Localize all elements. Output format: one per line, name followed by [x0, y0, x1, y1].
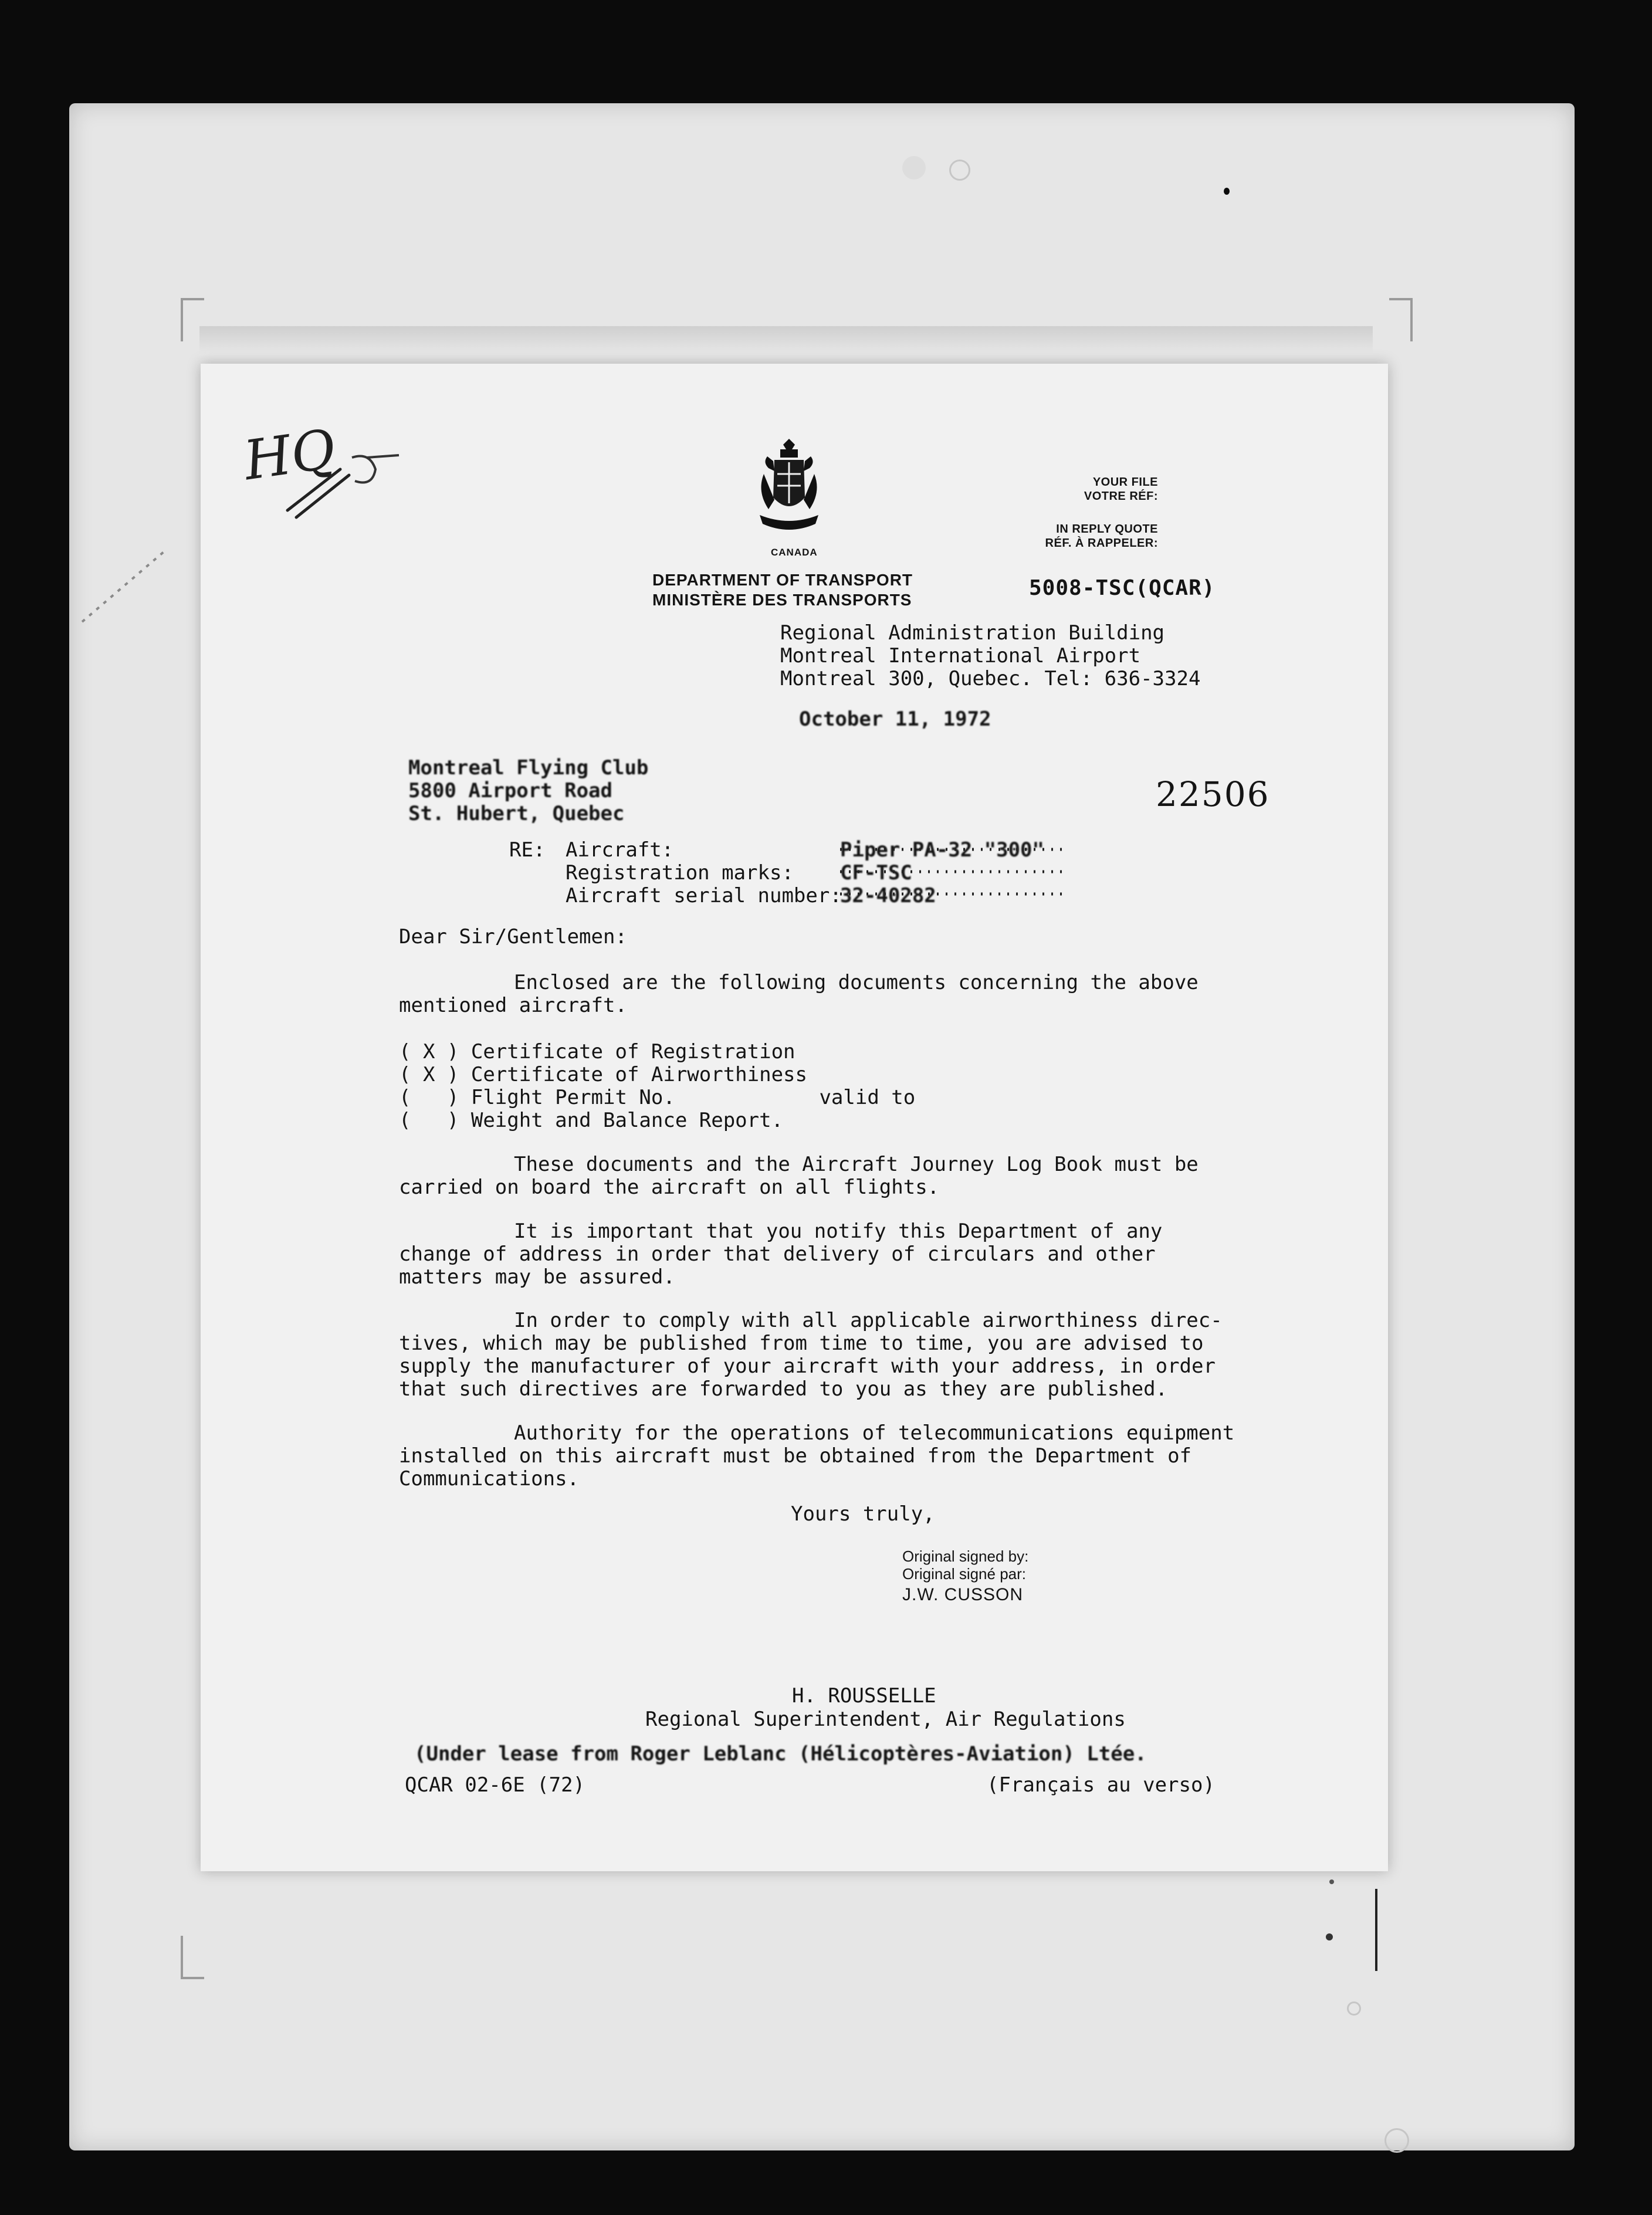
sender-address [780, 622, 1200, 690]
paragraph-line: matters may be assured. [399, 1265, 675, 1289]
registration-value: CF-TSC [840, 861, 912, 885]
document-label: Certificate of Airworthiness [470, 1063, 807, 1086]
serial-label: Aircraft serial number: [566, 884, 842, 907]
paragraph-address-change [399, 1220, 1162, 1289]
paragraph-telecommunications [399, 1422, 1234, 1491]
your-file-label [1084, 475, 1158, 503]
reply-quote-fr: RÉF. À RAPPELER: [1045, 537, 1158, 550]
document-item [399, 1109, 915, 1132]
edge-line [1375, 1889, 1377, 1971]
dotted-fill-lines [840, 842, 1075, 913]
letter-date: October 11, 1972 [799, 707, 991, 731]
reply-quote-en: IN REPLY QUOTE [1056, 523, 1158, 536]
recipient-name: Montreal Flying Club [408, 756, 649, 780]
your-file-en: YOUR FILE [1092, 476, 1158, 489]
handwritten-note: HQ [240, 417, 340, 493]
intro-paragraph [399, 971, 1199, 1017]
speck [1326, 1933, 1333, 1940]
documents-list [399, 1041, 915, 1132]
paragraph-line: installed on this aircraft must be obtained from the Department of [399, 1444, 1192, 1468]
signature-stamp-name: J.W. CUSSON [902, 1585, 1024, 1604]
department-name-fr: MINISTÈRE DES TRANSPORTS [652, 591, 912, 609]
recipient-city: St. Hubert, Quebec [408, 802, 625, 825]
department-name-en: DEPARTMENT OF TRANSPORT [652, 571, 913, 589]
re-label: RE: [509, 838, 546, 862]
paragraph-journey-log [399, 1153, 1199, 1199]
signature-stamp-line1: Original signed by: [902, 1547, 1029, 1565]
recipient-street: 5800 Airport Road [408, 779, 612, 802]
registration-label: Registration marks: [566, 861, 794, 885]
lease-note: (Under lease from Roger Leblanc (Hélicoptères-Aviation) Ltée. [414, 1742, 1147, 1766]
closing: Yours truly, [791, 1502, 935, 1526]
signatory-title: Regional Superintendent, Air Regulations [645, 1708, 1126, 1731]
paragraph-airworthiness [399, 1309, 1223, 1401]
your-file-fr: VOTRE RÉF: [1084, 490, 1158, 503]
handwritten-scribble [252, 434, 405, 528]
french-note: (Français au verso) [987, 1773, 1215, 1797]
salutation: Dear Sir/Gentlemen: [399, 925, 627, 949]
paper-edge-shadow [199, 326, 1373, 355]
sender-address-line2: Montreal International Airport [780, 644, 1141, 668]
paragraph-line: It is important that you notify this Department of any [514, 1220, 1163, 1243]
stain [902, 156, 926, 179]
edge-marks [76, 528, 182, 634]
paragraph-line: Authority for the operations of telecommunications equipment [514, 1421, 1235, 1445]
paragraph-line: These documents and the Aircraft Journey Log Book must be [514, 1153, 1199, 1176]
sender-address-line3: Montreal 300, Quebec. Tel: 636-3324 [780, 667, 1201, 690]
paragraph-line: Communications. [399, 1467, 580, 1491]
document-checkbox: ( ) [399, 1086, 459, 1109]
speck [1329, 1879, 1334, 1884]
paragraph-line: In order to comply with all applicable airworthiness direc- [514, 1309, 1223, 1332]
re-labels [566, 839, 842, 907]
paragraph-line: carried on board the aircraft on all flights. [399, 1176, 940, 1199]
sender-address-line1: Regional Administration Building [780, 621, 1165, 645]
canada-coat-of-arms-icon [751, 439, 827, 544]
reference-number: 5008-TSC(QCAR) [1029, 576, 1216, 600]
speck [1224, 188, 1230, 195]
intro-line1: Enclosed are the following documents concerning the above [514, 971, 1199, 994]
reply-quote-label [1045, 522, 1158, 550]
dust-ring [1384, 2128, 1409, 2153]
intro-line2: mentioned aircraft. [399, 994, 627, 1017]
document-checkbox: ( X ) [399, 1063, 459, 1086]
document-checkbox: ( ) [399, 1109, 459, 1132]
paragraph-line: supply the manufacturer of your aircraft with your address, in order [399, 1354, 1216, 1378]
crest-label: CANADA [771, 547, 818, 558]
recipient-address [408, 757, 648, 825]
document-checkbox: ( X ) [399, 1040, 459, 1064]
aircraft-value: Piper PA-32 "300" [840, 838, 1044, 862]
crop-mark-top-right [1389, 298, 1413, 341]
signature-stamp [902, 1547, 1028, 1604]
document-label: Flight Permit No. valid to [470, 1086, 916, 1109]
file-number: 22506 [1156, 774, 1270, 814]
department-name [652, 570, 913, 610]
signatory-name: H. ROUSSELLE [792, 1684, 936, 1708]
document-item [399, 1064, 915, 1086]
dust-ring [1347, 2001, 1361, 2016]
crop-mark-bottom-left [181, 1936, 204, 1979]
paragraph-line: change of address in order that delivery of circulars and other [399, 1242, 1156, 1266]
form-number: QCAR 02-6E (72) [405, 1773, 585, 1797]
serial-value: 32-40282 [840, 884, 936, 907]
signature-stamp-line2: Original signé par: [902, 1565, 1026, 1583]
dust-ring [949, 160, 970, 181]
document-label: Weight and Balance Report. [470, 1109, 784, 1132]
document-item [399, 1041, 915, 1064]
paragraph-line: that such directives are forwarded to you as they are published. [399, 1377, 1168, 1401]
document-label: Certificate of Registration [470, 1040, 795, 1064]
aircraft-label: Aircraft: [566, 838, 674, 862]
paragraph-line: tives, which may be published from time to time, you are advised to [399, 1332, 1204, 1355]
document-item [399, 1086, 915, 1109]
